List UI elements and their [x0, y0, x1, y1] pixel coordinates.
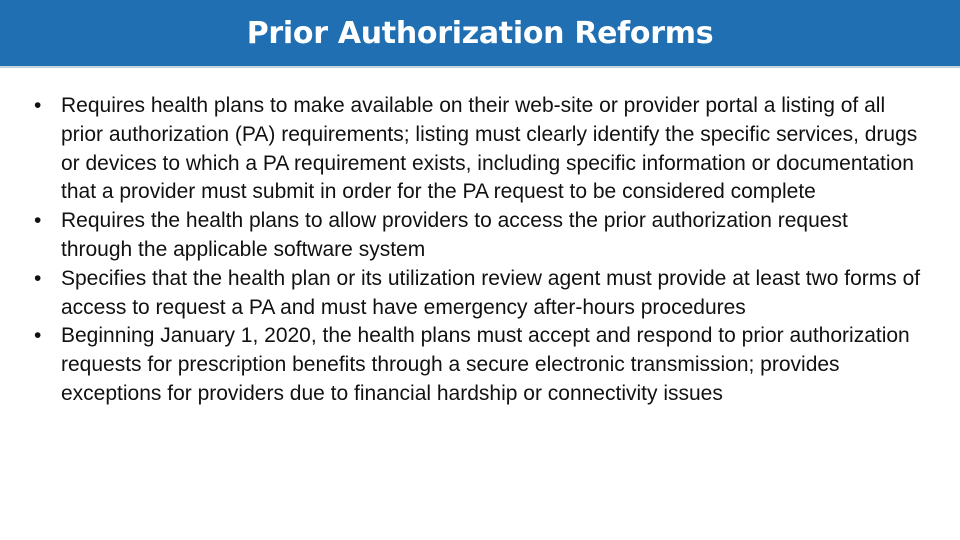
bullet-icon: • [34, 324, 42, 348]
bullet-text: Requires health plans to make available on their web-site or provider portal a listing of all prior authorization (PA) requirements; listing must clearly identify the specific services, drugs or devices to which a PA requirement exists, including specific information or documentation that a provider must submit in order for the PA request to be considered complete [61, 94, 918, 204]
bullet-text: Requires the health plans to allow providers to access the prior authorization request through the applicable software system [61, 209, 848, 261]
bullet-icon: • [34, 94, 42, 117]
bullet-icon: • [34, 209, 42, 233]
bullet-list [34, 92, 924, 409]
bullet-item [34, 207, 924, 265]
title-bar [0, 0, 960, 68]
bullet-icon: • [34, 266, 42, 290]
bullet-item [34, 322, 924, 408]
slide-title: Prior Authorization Reforms [246, 15, 714, 51]
bullet-text: Beginning January 1, 2020, the health plans must accept and respond to prior authorization requests for prescription benefits through a secure electronic transmission; provides exceptions for providers due to financial hardship or connectivity issues [61, 324, 910, 405]
bullet-text: Specifies that the health plan or its utilization review agent must provide at least two forms of access to request a PA and must have emergency after-hours procedures [61, 266, 921, 319]
bullet-item [34, 92, 924, 207]
bullet-item [34, 265, 924, 323]
